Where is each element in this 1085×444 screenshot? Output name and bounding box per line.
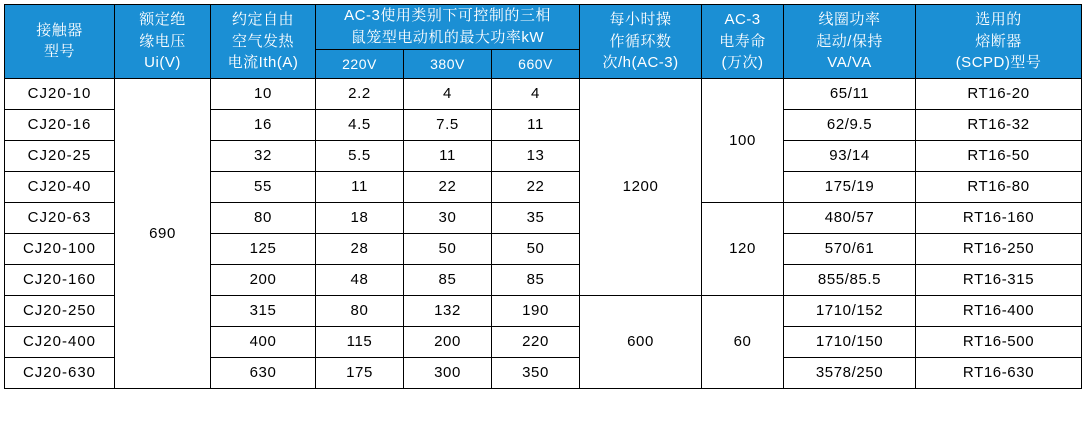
cell-thermal-current: 16 — [211, 109, 316, 140]
cell-ac3-380v: 50 — [404, 233, 492, 264]
cell-coil-power: 570/61 — [784, 233, 916, 264]
cell-ac3-220v: 175 — [316, 357, 404, 388]
header-ops-line2: 作循环数 — [609, 32, 672, 50]
cell-model: CJ20-400 — [5, 326, 115, 357]
cell-thermal-current: 630 — [211, 357, 316, 388]
header-voltage-line1: 额定绝 — [139, 10, 186, 28]
table-header — [5, 5, 1082, 79]
header-coil-line1: 线圈功率 — [818, 10, 881, 28]
cell-ac3-660v: 220 — [492, 326, 580, 357]
cell-thermal-current: 125 — [211, 233, 316, 264]
cell-thermal-current: 80 — [211, 202, 316, 233]
cell-ac3-660v: 50 — [492, 233, 580, 264]
cell-model: CJ20-63 — [5, 202, 115, 233]
cell-thermal-current: 200 — [211, 264, 316, 295]
header-operations-per-hour — [580, 5, 702, 79]
cell-model: CJ20-100 — [5, 233, 115, 264]
cell-coil-power: 1710/150 — [784, 326, 916, 357]
table-row — [5, 78, 1082, 109]
header-current-line2: 空气发热 — [231, 32, 294, 50]
cell-ac3-660v: 35 — [492, 202, 580, 233]
header-row-top — [5, 5, 1082, 50]
cell-model: CJ20-10 — [5, 78, 115, 109]
cell-fuse-type: RT16-50 — [916, 140, 1082, 171]
cell-ac3-380v: 132 — [404, 295, 492, 326]
cell-insulation-voltage: 690 — [115, 78, 211, 388]
cell-ac3-660v: 350 — [492, 357, 580, 388]
cell-ac3-220v: 4.5 — [316, 109, 404, 140]
cell-fuse-type: RT16-315 — [916, 264, 1082, 295]
cell-ac3-380v: 200 — [404, 326, 492, 357]
cell-operations-per-hour: 1200 — [580, 78, 702, 295]
header-ops-line1: 每小时操 — [609, 10, 672, 28]
cell-coil-power: 175/19 — [784, 171, 916, 202]
cell-thermal-current: 10 — [211, 78, 316, 109]
cell-fuse-type: RT16-400 — [916, 295, 1082, 326]
cell-ac3-220v: 48 — [316, 264, 404, 295]
header-voltage-line2: 缘电压 — [139, 32, 186, 50]
table-body — [5, 78, 1082, 388]
cell-coil-power: 62/9.5 — [784, 109, 916, 140]
header-ops-line3: 次/h(AC-3) — [602, 54, 679, 72]
cell-ac3-660v: 190 — [492, 295, 580, 326]
cell-ac3-220v: 80 — [316, 295, 404, 326]
header-ac3-group-line1: AC-3使用类别下可控制的三相 — [344, 7, 551, 24]
header-insulation-voltage — [115, 5, 211, 79]
header-model-line2: 型号 — [43, 43, 75, 61]
cell-ac3-380v: 22 — [404, 171, 492, 202]
header-current-line3: 电流Ith(A) — [227, 54, 299, 72]
cell-ac3-380v: 7.5 — [404, 109, 492, 140]
cell-coil-power: 480/57 — [784, 202, 916, 233]
cell-fuse-type: RT16-160 — [916, 202, 1082, 233]
cell-fuse-type: RT16-500 — [916, 326, 1082, 357]
cell-electrical-life: 100 — [702, 78, 784, 202]
cell-ac3-380v: 4 — [404, 78, 492, 109]
header-ac3-220v: 220V — [316, 49, 404, 78]
cell-thermal-current: 315 — [211, 295, 316, 326]
cell-coil-power: 3578/250 — [784, 357, 916, 388]
cell-ac3-220v: 11 — [316, 171, 404, 202]
cell-ac3-660v: 22 — [492, 171, 580, 202]
cell-coil-power: 855/85.5 — [784, 264, 916, 295]
cell-ac3-220v: 2.2 — [316, 78, 404, 109]
cell-electrical-life: 120 — [702, 202, 784, 295]
header-coil-power — [784, 5, 916, 79]
header-fuse-line2: 熔断器 — [975, 32, 1022, 50]
header-fuse-line3: (SCPD)型号 — [955, 54, 1042, 72]
cell-thermal-current: 400 — [211, 326, 316, 357]
cell-model: CJ20-630 — [5, 357, 115, 388]
header-coil-line2: 起动/保持 — [816, 32, 883, 50]
cell-fuse-type: RT16-250 — [916, 233, 1082, 264]
cell-model: CJ20-25 — [5, 140, 115, 171]
cell-ac3-380v: 85 — [404, 264, 492, 295]
cell-fuse-type: RT16-630 — [916, 357, 1082, 388]
cell-model: CJ20-16 — [5, 109, 115, 140]
cell-fuse-type: RT16-20 — [916, 78, 1082, 109]
header-ac3-power-group — [316, 5, 580, 50]
cell-ac3-220v: 5.5 — [316, 140, 404, 171]
cell-ac3-660v: 4 — [492, 78, 580, 109]
cell-ac3-380v: 11 — [404, 140, 492, 171]
cell-fuse-type: RT16-80 — [916, 171, 1082, 202]
cell-coil-power: 1710/152 — [784, 295, 916, 326]
header-electrical-life — [702, 5, 784, 79]
header-life-line1: AC-3 — [724, 10, 761, 28]
header-voltage-line3: Ui(V) — [144, 54, 181, 72]
cell-ac3-660v: 13 — [492, 140, 580, 171]
header-ac3-group-line2: 鼠笼型电动机的最大功率kW — [350, 28, 545, 46]
cell-ac3-660v: 85 — [492, 264, 580, 295]
header-fuse-type — [916, 5, 1082, 79]
cell-ac3-380v: 30 — [404, 202, 492, 233]
spec-table-container — [0, 4, 1085, 444]
cell-thermal-current: 32 — [211, 140, 316, 171]
header-ac3-380v: 380V — [404, 49, 492, 78]
cell-model: CJ20-40 — [5, 171, 115, 202]
cell-thermal-current: 55 — [211, 171, 316, 202]
header-thermal-current — [211, 5, 316, 79]
header-model-line1: 接触器 — [36, 21, 83, 39]
cell-fuse-type: RT16-32 — [916, 109, 1082, 140]
cell-coil-power: 65/11 — [784, 78, 916, 109]
cell-ac3-220v: 115 — [316, 326, 404, 357]
contactor-spec-table — [4, 4, 1082, 389]
cell-coil-power: 93/14 — [784, 140, 916, 171]
header-ac3-660v: 660V — [492, 49, 580, 78]
cell-model: CJ20-160 — [5, 264, 115, 295]
header-model — [5, 5, 115, 79]
header-fuse-line1: 选用的 — [975, 10, 1022, 28]
header-life-line3: (万次) — [721, 54, 764, 72]
header-coil-line3: VA/VA — [827, 54, 872, 72]
cell-ac3-660v: 11 — [492, 109, 580, 140]
cell-model: CJ20-250 — [5, 295, 115, 326]
cell-ac3-220v: 28 — [316, 233, 404, 264]
header-current-line1: 约定自由 — [231, 10, 294, 28]
cell-ac3-220v: 18 — [316, 202, 404, 233]
cell-operations-per-hour: 600 — [580, 295, 702, 388]
cell-ac3-380v: 300 — [404, 357, 492, 388]
header-life-line2: 电寿命 — [719, 32, 766, 50]
cell-electrical-life: 60 — [702, 295, 784, 388]
